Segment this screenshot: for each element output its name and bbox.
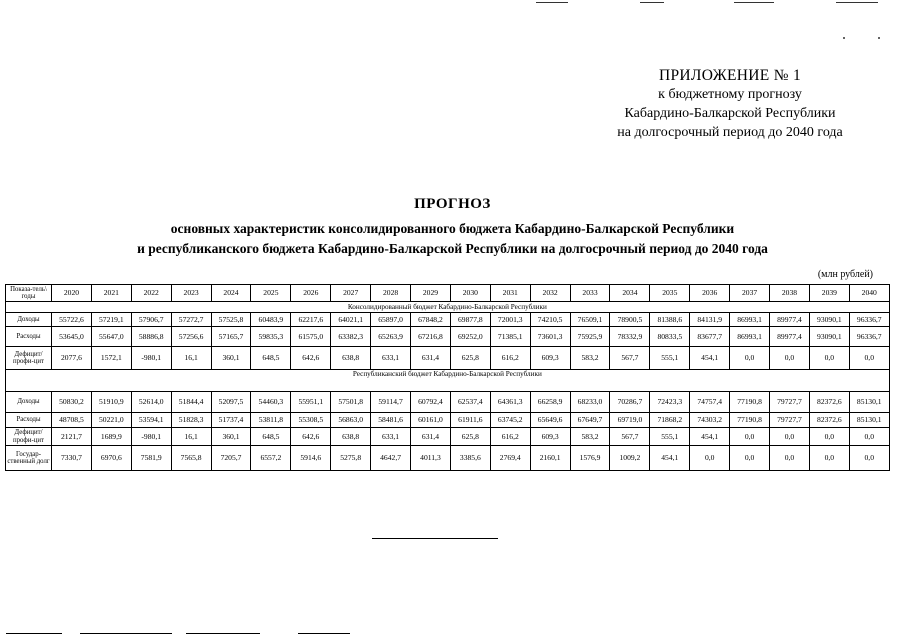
value-cell: 85130,1 [849,413,889,428]
value-cell: 454,1 [690,428,730,446]
year-header: 2028 [371,285,411,302]
year-header: 2023 [171,285,211,302]
value-cell: 4011,3 [411,446,451,471]
value-cell: 62537,4 [450,392,490,413]
value-cell: 616,2 [490,347,530,370]
value-cell: 83677,7 [690,327,730,347]
document-subtitle-line2: и республиканского бюджета Кабардино-Балкарской Республики на долгосрочный период до 2040 года [137,241,768,256]
value-cell: 1689,9 [91,428,131,446]
value-cell: 57165,7 [211,327,251,347]
section-row [6,302,890,313]
section-row [6,370,890,392]
value-cell: 72001,3 [490,313,530,327]
value-cell: 360,1 [211,428,251,446]
signature-line [298,633,350,634]
value-cell: -980,1 [131,428,171,446]
row-label: Расходы [6,413,52,428]
value-cell: 93090,1 [809,327,849,347]
value-cell: 4642,7 [371,446,411,471]
value-cell: 1576,9 [570,446,610,471]
value-cell: 79727,7 [770,413,810,428]
value-cell: 0,0 [730,446,770,471]
value-cell: 5275,8 [331,446,371,471]
value-cell: 7565,8 [171,446,211,471]
value-cell: 85130,1 [849,392,889,413]
value-cell: 72423,3 [650,392,690,413]
value-cell: 609,3 [530,428,570,446]
scan-mark [536,2,568,3]
row-label: Дефицит/ профи-цит [6,347,52,370]
table-row [6,313,890,327]
value-cell: 53811,8 [251,413,291,428]
value-cell: 609,3 [530,347,570,370]
value-cell: 1572,1 [91,347,131,370]
value-cell: 96336,7 [849,327,889,347]
value-cell: 360,1 [211,347,251,370]
value-cell: 7330,7 [52,446,92,471]
row-label: Расходы [6,327,52,347]
value-cell: 59835,3 [251,327,291,347]
value-cell: 583,2 [570,347,610,370]
value-cell: 57256,6 [171,327,211,347]
value-cell: 78332,9 [610,327,650,347]
value-cell: 89977,4 [770,313,810,327]
value-cell: 51910,9 [91,392,131,413]
value-cell: 65897,0 [371,313,411,327]
year-header: 2031 [490,285,530,302]
value-cell: 65649,6 [530,413,570,428]
value-cell: 89977,4 [770,327,810,347]
value-cell: 0,0 [849,428,889,446]
value-cell: 57525,8 [211,313,251,327]
value-cell: 68233,0 [570,392,610,413]
value-cell: 0,0 [730,428,770,446]
value-cell: 50830,2 [52,392,92,413]
table-row [6,392,890,413]
signature-line [6,633,62,634]
value-cell: 625,8 [450,347,490,370]
value-cell: 55308,5 [291,413,331,428]
scan-mark [836,2,878,3]
value-cell: 5914,6 [291,446,331,471]
value-cell: 58481,6 [371,413,411,428]
value-cell: 71385,1 [490,327,530,347]
value-cell: 6557,2 [251,446,291,471]
value-cell: 0,0 [730,347,770,370]
scan-mark [843,37,845,39]
value-cell: 631,4 [411,428,451,446]
value-cell: 60483,9 [251,313,291,327]
value-cell: 56863,0 [331,413,371,428]
value-cell: 2769,4 [490,446,530,471]
value-cell: -980,1 [131,347,171,370]
value-cell: 82372,6 [809,413,849,428]
value-cell: 0,0 [809,446,849,471]
value-cell: 64361,3 [490,392,530,413]
value-cell: 555,1 [650,347,690,370]
year-header: 2035 [650,285,690,302]
value-cell: 67848,2 [411,313,451,327]
year-header: 2025 [251,285,291,302]
scan-mark [640,2,664,3]
value-cell: 48708,5 [52,413,92,428]
appendix-line: Кабардино-Балкарской Республики [624,106,836,121]
value-cell: 67216,8 [411,327,451,347]
value-cell: 631,4 [411,347,451,370]
value-cell: 60161,0 [411,413,451,428]
document-heading [0,193,905,259]
value-cell: 454,1 [650,446,690,471]
value-cell: 80833,5 [650,327,690,347]
table-corner-label: Показа-тель\ годы [6,285,52,302]
table-row [6,428,890,446]
year-header: 2021 [91,285,131,302]
value-cell: 51737,4 [211,413,251,428]
year-header: 2036 [690,285,730,302]
value-cell: 51828,3 [171,413,211,428]
value-cell: 633,1 [371,428,411,446]
value-cell: 73601,3 [530,327,570,347]
year-header: 2027 [331,285,371,302]
value-cell: 6970,6 [91,446,131,471]
value-cell: 0,0 [809,347,849,370]
value-cell: 7581,9 [131,446,171,471]
value-cell: 555,1 [650,428,690,446]
value-cell: 54460,3 [251,392,291,413]
value-cell: 7205,7 [211,446,251,471]
value-cell: 0,0 [690,446,730,471]
year-header: 2029 [411,285,451,302]
value-cell: 57906,7 [131,313,171,327]
value-cell: 71868,2 [650,413,690,428]
value-cell: 66258,9 [530,392,570,413]
appendix-block [580,66,880,142]
year-header: 2026 [291,285,331,302]
value-cell: 55647,0 [91,327,131,347]
value-cell: 62217,6 [291,313,331,327]
year-header: 2040 [849,285,889,302]
value-cell: 52097,5 [211,392,251,413]
value-cell: 69877,8 [450,313,490,327]
row-label: Государ-ственный долг [6,446,52,471]
value-cell: 65263,9 [371,327,411,347]
forecast-table [5,284,890,471]
table-row [6,446,890,471]
value-cell: 2077,6 [52,347,92,370]
value-cell: 82372,6 [809,392,849,413]
value-cell: 74757,4 [690,392,730,413]
year-header: 2037 [730,285,770,302]
value-cell: 61575,0 [291,327,331,347]
value-cell: 2160,1 [530,446,570,471]
value-cell: 638,8 [331,347,371,370]
value-cell: 642,6 [291,347,331,370]
year-header: 2030 [450,285,490,302]
row-label: Доходы [6,313,52,327]
table-row [6,327,890,347]
value-cell: 79727,7 [770,392,810,413]
value-cell: 74210,5 [530,313,570,327]
value-cell: 567,7 [610,347,650,370]
year-header: 2020 [52,285,92,302]
value-cell: 0,0 [849,446,889,471]
value-cell: 648,5 [251,428,291,446]
document-subtitle-line1: основных характеристик консолидированного бюджета Кабардино-Балкарской Республики [170,221,735,236]
signature-line [80,633,172,634]
value-cell: 642,6 [291,428,331,446]
value-cell: 86993,1 [730,313,770,327]
value-cell: 64021,1 [331,313,371,327]
value-cell: 53594,1 [131,413,171,428]
value-cell: 50221,0 [91,413,131,428]
value-cell: 74303,2 [690,413,730,428]
value-cell: 583,2 [570,428,610,446]
footer-rule [372,538,498,539]
value-cell: 81388,6 [650,313,690,327]
table-header-row [6,285,890,302]
unit-note: (млн рублей) [817,269,873,280]
document-title: ПРОГНОЗ [414,196,491,212]
value-cell: 633,1 [371,347,411,370]
value-cell: 70286,7 [610,392,650,413]
value-cell: 60792,4 [411,392,451,413]
value-cell: 86993,1 [730,327,770,347]
value-cell: 78900,5 [610,313,650,327]
value-cell: 0,0 [849,347,889,370]
value-cell: 76509,1 [570,313,610,327]
value-cell: 58886,8 [131,327,171,347]
value-cell: 53645,0 [52,327,92,347]
value-cell: 69252,0 [450,327,490,347]
value-cell: 67649,7 [570,413,610,428]
value-cell: 61911,6 [450,413,490,428]
value-cell: 59114,7 [371,392,411,413]
appendix-line: на долгосрочный период до 2040 года [617,125,843,140]
row-label: Доходы [6,392,52,413]
value-cell: 16,1 [171,347,211,370]
value-cell: 52614,0 [131,392,171,413]
value-cell: 77190,8 [730,413,770,428]
value-cell: 16,1 [171,428,211,446]
scan-mark [878,37,880,39]
value-cell: 57501,8 [331,392,371,413]
table-row [6,347,890,370]
appendix-title: ПРИЛОЖЕНИЕ № 1 [658,67,802,84]
value-cell: 96336,7 [849,313,889,327]
appendix-line: к бюджетному прогнозу [658,87,802,102]
value-cell: 648,5 [251,347,291,370]
signature-line [186,633,260,634]
year-header: 2038 [770,285,810,302]
section-title: Республиканский бюджет Кабардино-Балкарской Республики [6,370,890,392]
value-cell: 616,2 [490,428,530,446]
table-row [6,413,890,428]
scan-mark [734,2,774,3]
value-cell: 69719,0 [610,413,650,428]
value-cell: 55951,1 [291,392,331,413]
value-cell: 84131,9 [690,313,730,327]
value-cell: 625,8 [450,428,490,446]
year-header: 2024 [211,285,251,302]
value-cell: 638,8 [331,428,371,446]
row-label: Дефицит/ профи-цит [6,428,52,446]
value-cell: 57272,7 [171,313,211,327]
value-cell: 0,0 [770,446,810,471]
value-cell: 63382,3 [331,327,371,347]
value-cell: 55722,6 [52,313,92,327]
year-header: 2034 [610,285,650,302]
value-cell: 77190,8 [730,392,770,413]
year-header: 2022 [131,285,171,302]
value-cell: 57219,1 [91,313,131,327]
year-header: 2039 [809,285,849,302]
value-cell: 2121,7 [52,428,92,446]
year-header: 2033 [570,285,610,302]
value-cell: 0,0 [809,428,849,446]
value-cell: 454,1 [690,347,730,370]
value-cell: 0,0 [770,428,810,446]
value-cell: 0,0 [770,347,810,370]
value-cell: 75925,9 [570,327,610,347]
value-cell: 3385,6 [450,446,490,471]
value-cell: 1009,2 [610,446,650,471]
value-cell: 567,7 [610,428,650,446]
year-header: 2032 [530,285,570,302]
value-cell: 63745,2 [490,413,530,428]
section-title: Консолидированный бюджет Кабардино-Балкарской Республики [6,302,890,313]
value-cell: 51844,4 [171,392,211,413]
value-cell: 93090,1 [809,313,849,327]
